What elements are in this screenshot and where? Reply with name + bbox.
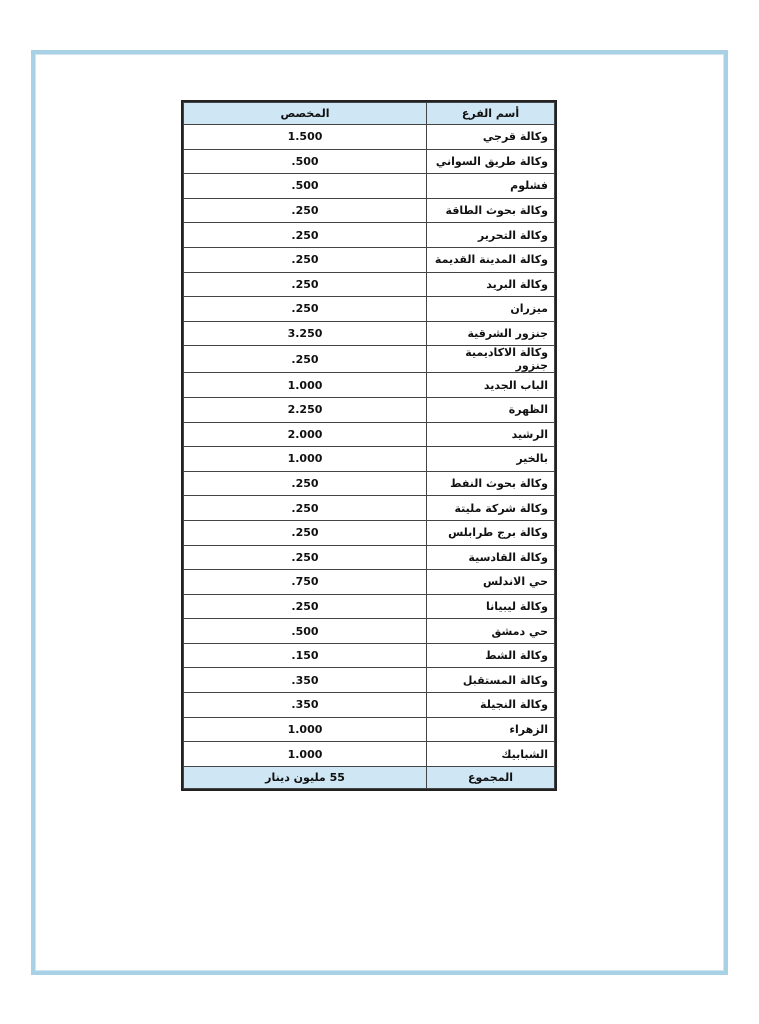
table-row	[184, 570, 555, 595]
table-row	[184, 297, 555, 322]
table-row	[184, 693, 555, 718]
allocation-cell	[184, 174, 427, 199]
branch-name-cell: وكالة بحوث الطاقة	[427, 198, 555, 223]
allocation-value: .250	[291, 477, 319, 491]
branch-name-cell: وكالة الشط	[427, 643, 555, 668]
allocation-value: .250	[291, 501, 319, 515]
allocation-cell	[184, 422, 427, 447]
allocation-value: 1.000	[287, 452, 323, 466]
branch-name-cell: وكالة الاكاديمية جنزور	[427, 346, 555, 373]
table-row	[184, 174, 555, 199]
table-row	[184, 594, 555, 619]
allocation-value: .250	[291, 550, 319, 564]
allocation-cell	[184, 447, 427, 472]
header-branch-name: أسم الفرع	[427, 103, 555, 125]
allocation-cell	[184, 223, 427, 248]
allocation-cell	[184, 397, 427, 422]
table-body	[184, 125, 555, 767]
allocation-cell	[184, 594, 427, 619]
table-row	[184, 149, 555, 174]
table-row	[184, 422, 555, 447]
allocation-value: .750	[291, 575, 319, 589]
table-row	[184, 247, 555, 272]
branch-name-cell: وكالة بحوث النفط	[427, 471, 555, 496]
table-row	[184, 447, 555, 472]
table-row	[184, 742, 555, 767]
allocation-cell	[184, 717, 427, 742]
table-row	[184, 373, 555, 398]
total-label: المجموع	[427, 766, 555, 788]
allocation-value: 1.000	[287, 378, 323, 392]
allocation-value: 3.250	[287, 327, 323, 341]
allocation-cell	[184, 668, 427, 693]
table-row	[184, 668, 555, 693]
branch-name-cell: الظهرة	[427, 397, 555, 422]
table-row	[184, 321, 555, 346]
branch-name-cell: بالخير	[427, 447, 555, 472]
header-allocation: المخصص	[184, 103, 427, 125]
branch-name-cell: وكالة المدينة القديمة	[427, 247, 555, 272]
branch-name-cell: وكالة المستقبل	[427, 668, 555, 693]
allocation-cell	[184, 520, 427, 545]
table-row	[184, 520, 555, 545]
total-row	[184, 766, 555, 788]
table-row	[184, 619, 555, 644]
allocation-cell	[184, 373, 427, 398]
allocation-value: 1.500	[287, 130, 323, 144]
allocation-cell	[184, 471, 427, 496]
table-row	[184, 471, 555, 496]
branch-name-cell: حي الاندلس	[427, 570, 555, 595]
allocation-value: 1.000	[287, 747, 323, 761]
branch-name-cell: فشلوم	[427, 174, 555, 199]
allocation-cell	[184, 125, 427, 150]
branch-name-cell: وكالة قرجي	[427, 125, 555, 150]
allocation-cell	[184, 297, 427, 322]
allocation-cell	[184, 496, 427, 521]
branch-name-cell: وكالة التحرير	[427, 223, 555, 248]
allocation-cell	[184, 321, 427, 346]
allocation-table-container	[181, 100, 557, 791]
allocation-cell	[184, 570, 427, 595]
allocation-cell	[184, 643, 427, 668]
allocation-value: 2.000	[287, 427, 323, 441]
allocation-cell	[184, 346, 427, 373]
total-value: 55 مليون دينار	[265, 770, 345, 784]
total-value-cell	[184, 766, 427, 788]
allocation-cell	[184, 619, 427, 644]
allocation-value: .350	[291, 698, 319, 712]
branch-name-cell: الرشيد	[427, 422, 555, 447]
allocation-cell	[184, 198, 427, 223]
branch-name-cell: الشبابيك	[427, 742, 555, 767]
branch-name-cell: وكالة طريق السواني	[427, 149, 555, 174]
allocation-value: .250	[291, 599, 319, 613]
allocation-value: .500	[291, 179, 319, 193]
table-row	[184, 717, 555, 742]
allocation-value: .250	[291, 352, 319, 366]
table-row	[184, 346, 555, 373]
allocation-value: 1.000	[287, 722, 323, 736]
branch-name-cell: الباب الجديد	[427, 373, 555, 398]
allocation-cell	[184, 149, 427, 174]
allocation-value: .350	[291, 673, 319, 687]
allocation-cell	[184, 693, 427, 718]
table-row	[184, 397, 555, 422]
allocation-value: .250	[291, 302, 319, 316]
allocation-value: .500	[291, 624, 319, 638]
branch-name-cell: وكالة برج طرابلس	[427, 520, 555, 545]
table-row	[184, 223, 555, 248]
branch-name-cell: وكالة البريد	[427, 272, 555, 297]
allocation-value: .250	[291, 277, 319, 291]
branch-name-cell: الزهراء	[427, 717, 555, 742]
allocation-value: .250	[291, 253, 319, 267]
allocation-value: .150	[291, 649, 319, 663]
table-row	[184, 125, 555, 150]
table-header-row	[184, 103, 555, 125]
allocation-value: .250	[291, 204, 319, 218]
allocation-value: 2.250	[287, 403, 323, 417]
table-row	[184, 643, 555, 668]
allocation-value: .250	[291, 526, 319, 540]
allocation-cell	[184, 272, 427, 297]
allocation-table	[183, 102, 555, 789]
allocation-cell	[184, 742, 427, 767]
branch-name-cell: حي دمشق	[427, 619, 555, 644]
branch-name-cell: ميزران	[427, 297, 555, 322]
allocation-value: .250	[291, 228, 319, 242]
branch-name-cell: وكالة ليبيانا	[427, 594, 555, 619]
allocation-cell	[184, 545, 427, 570]
table-row	[184, 496, 555, 521]
table-row	[184, 545, 555, 570]
branch-name-cell: وكالة النجيلة	[427, 693, 555, 718]
branch-name-cell: وكالة شركة مليتة	[427, 496, 555, 521]
allocation-value: .500	[291, 154, 319, 168]
table-row	[184, 272, 555, 297]
allocation-cell	[184, 247, 427, 272]
branch-name-cell: جنزور الشرقية	[427, 321, 555, 346]
branch-name-cell: وكالة القادسية	[427, 545, 555, 570]
table-row	[184, 198, 555, 223]
